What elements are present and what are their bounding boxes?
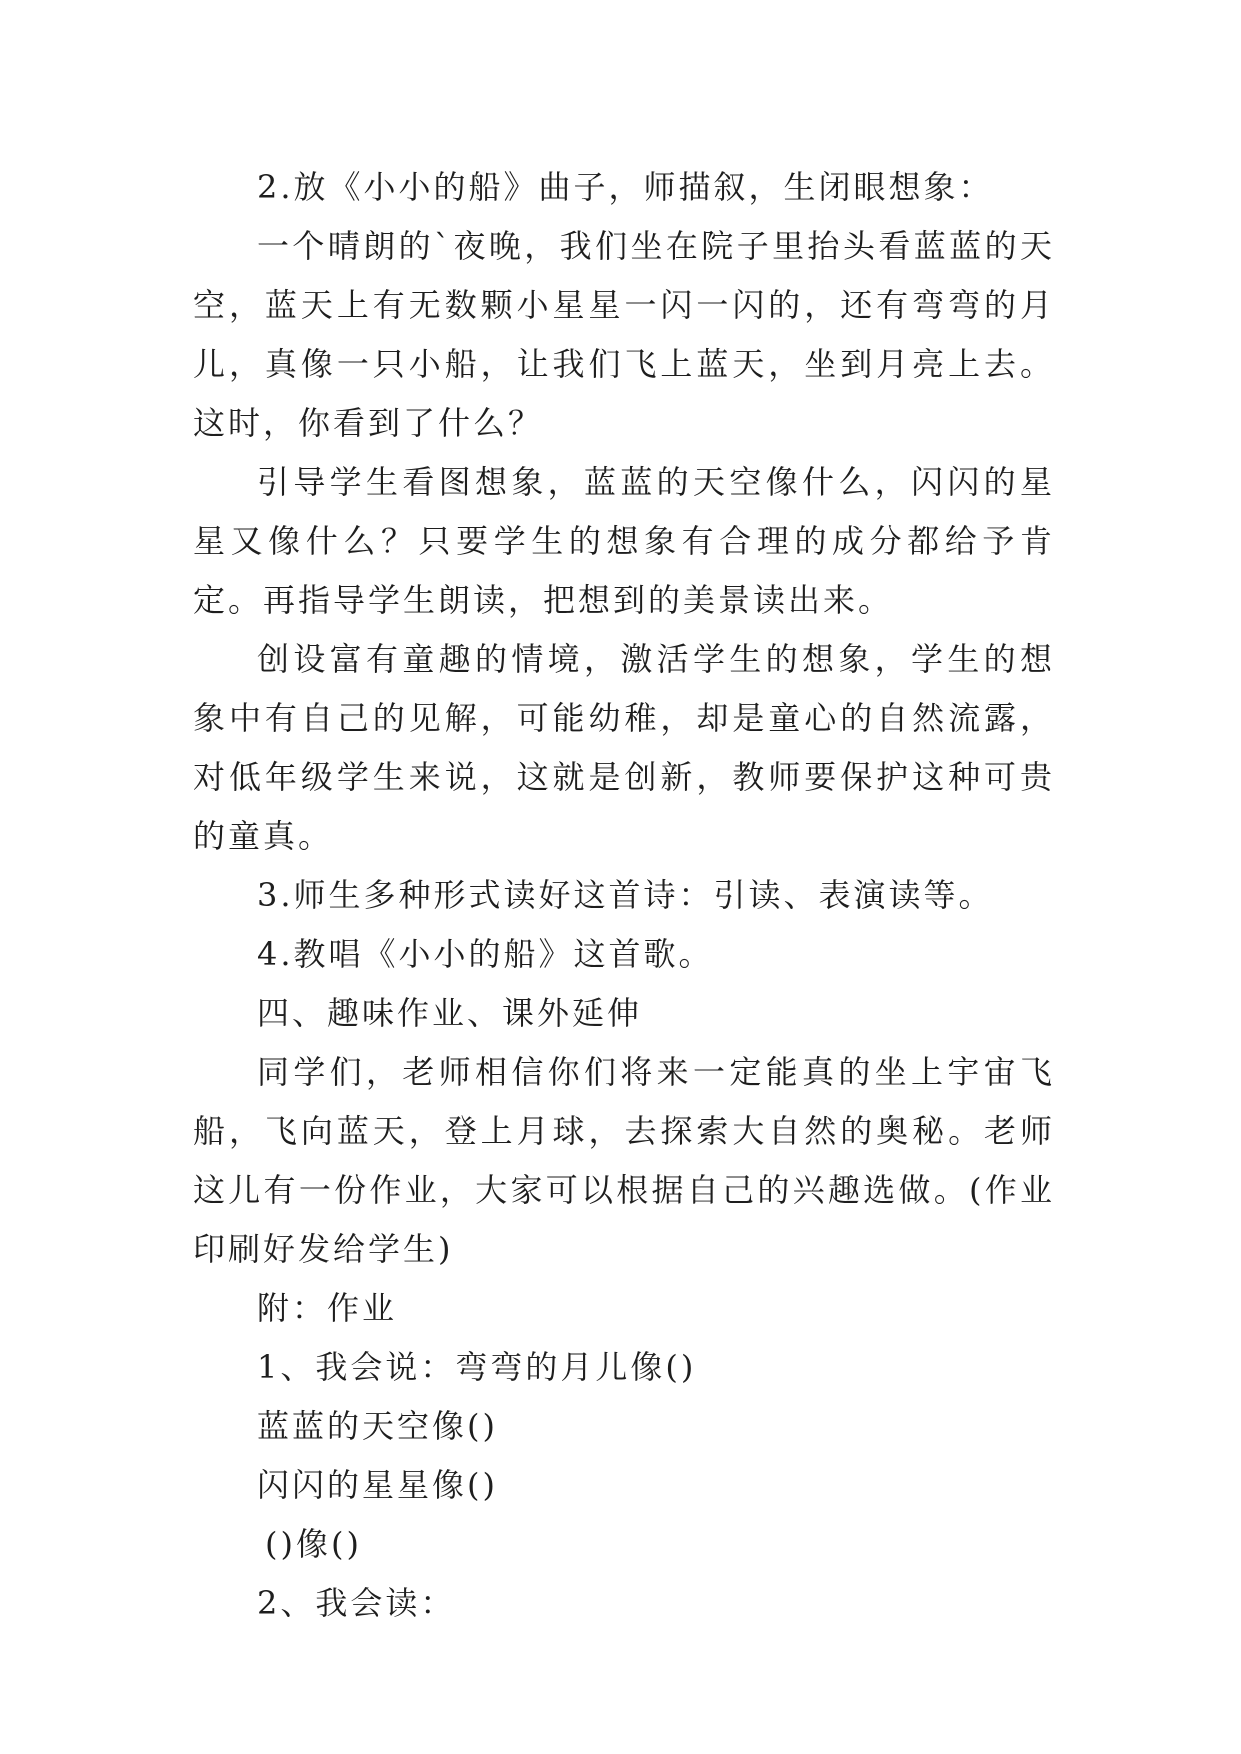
paragraph-night-description: 一个晴朗的`夜晚，我们坐在院子里抬头看蓝蓝的天空，蓝天上有无数颗小星星一闪一闪的，还有弯弯的月儿，真像一只小船，让我们飞上蓝天，坐到月亮上去。这时，你看到了什么？ [193, 227, 1055, 442]
appendix-label: 附：作业 [257, 1289, 398, 1327]
document-body [193, 158, 1055, 1633]
paragraph-guide-imagination: 引导学生看图想象，蓝蓝的天空像什么，闪闪的星星又像什么？只要学生的想象有合理的成分都给予肯定。再指导学生朗读，把想到的美景读出来。 [193, 463, 1055, 619]
paragraph-classmates: 同学们，老师相信你们将来一定能真的坐上宇宙飞船，飞向蓝天，登上月球，去探索大自然的奥秘。老师这儿有一份作业，大家可以根据自己的兴趣选做。(作业印刷好发给学生) [193, 1053, 1055, 1268]
paragraph-step-3: 3.师生多种形式读好这首诗：引读、表演读等。 [257, 876, 994, 914]
paragraph-create-situation: 创设富有童趣的情境，激活学生的想象，学生的想象中有自己的见解，可能幼稚，却是童心的自然流露，对低年级学生来说，这就是创新，教师要保护这种可贵的童真。 [193, 640, 1055, 855]
homework-item-stars: 闪闪的星星像() [257, 1466, 498, 1504]
homework-item-sky: 蓝蓝的天空像() [257, 1407, 498, 1445]
homework-item-blank: ()像() [265, 1525, 362, 1563]
homework-item-2: 2、我会读： [257, 1584, 456, 1622]
paragraph-step-4: 4.教唱《小小的船》这首歌。 [257, 935, 714, 973]
homework-item-1: 1、我会说：弯弯的月儿像() [257, 1348, 697, 1386]
section-heading-homework: 四、趣味作业、课外延伸 [257, 994, 643, 1032]
paragraph-step-2: 2.放《小小的船》曲子，师描叙，生闭眼想象： [257, 168, 994, 206]
